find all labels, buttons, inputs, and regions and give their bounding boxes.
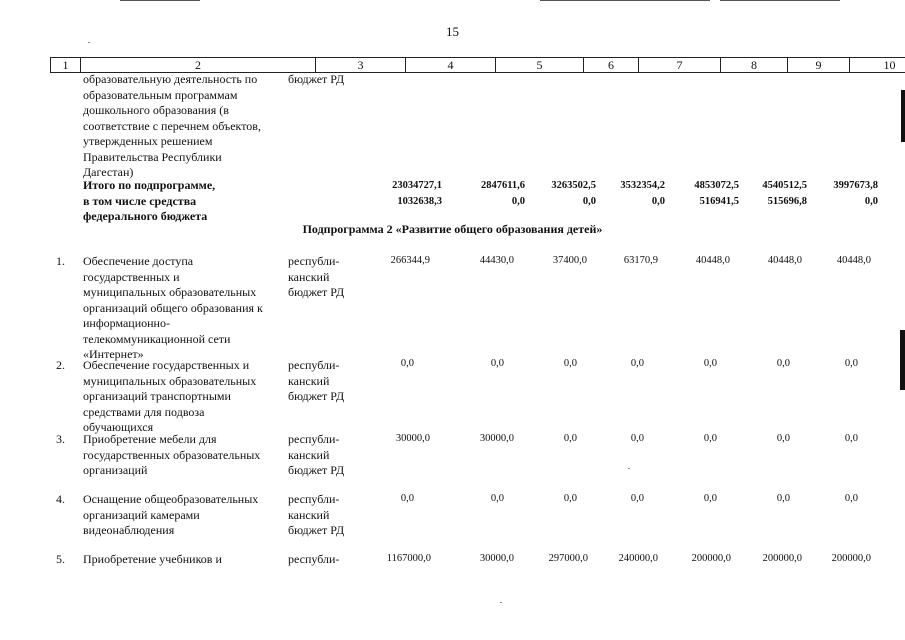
row-source: республи-: [288, 552, 340, 566]
row-value: 240000,0: [618, 553, 658, 564]
scan-edge-mark: [901, 90, 905, 142]
scan-edge-line: [720, 0, 840, 1]
row-value: 30000,0: [479, 433, 514, 444]
row-value: 44430,0: [479, 255, 514, 266]
total-value: 4853072,5 516941,5: [694, 180, 739, 207]
total-value: 3997673,8 0,0: [833, 180, 878, 207]
row-value: 0,0: [776, 433, 790, 444]
row-value: 0,0: [630, 433, 644, 444]
row-value: 0,0: [400, 493, 414, 504]
scan-edge-line: [120, 0, 200, 1]
row-value: 0,0: [400, 358, 414, 369]
row-description: Оснащение общеобразовательных организаций камерами видеонаблюдения: [83, 492, 259, 537]
column-header: 3: [316, 58, 406, 73]
row-value: 63170,9: [623, 255, 658, 266]
continuation-description: образовательную деятельность по образовательным программам дошкольного образования (в соответствие с перечнем объектов, утвержденных решением Правительства Республики Дагестан): [83, 72, 261, 179]
scan-speck: [88, 42, 90, 43]
total-value: 3532354,2 0,0: [620, 180, 665, 207]
scan-speck: [628, 468, 630, 469]
row-source: республи- канский бюджет РД: [288, 432, 345, 477]
row-value: 0,0: [490, 493, 504, 504]
row-value: 0,0: [776, 493, 790, 504]
row-value: 0,0: [844, 493, 858, 504]
column-header-row: [50, 57, 905, 73]
column-header: 4: [406, 58, 496, 73]
row-number: 3.: [56, 432, 65, 446]
row-value: 0,0: [563, 493, 577, 504]
row-description: Обеспечение государственных и муниципальных образовательных организаций транспортными средствами для подвоза обучающихся: [83, 358, 257, 434]
row-description: Приобретение учебников и: [83, 552, 222, 566]
total-value: 4540512,5 515696,8: [762, 180, 807, 207]
subprogram-title: Подпрограмма 2 «Развитие общего образования детей»: [302, 222, 603, 236]
column-header: 5: [496, 58, 584, 73]
column-header: 8: [721, 58, 788, 73]
row-value: 0,0: [844, 433, 858, 444]
row-value: 0,0: [703, 433, 717, 444]
row-value: 0,0: [703, 358, 717, 369]
row-number: 1.: [56, 254, 65, 268]
row-value: 0,0: [776, 358, 790, 369]
row-number: 5.: [56, 552, 65, 566]
row-number: 2.: [56, 358, 65, 372]
row-number: 4.: [56, 492, 65, 506]
total-value: 3263502,5 0,0: [551, 180, 596, 207]
row-description: Приобретение мебели для государственных образовательных организаций: [83, 432, 261, 477]
row-value: 0,0: [630, 358, 644, 369]
row-source: республи- канский бюджет РД: [288, 358, 345, 403]
column-header: 10: [850, 58, 905, 73]
row-value: 266344,9: [390, 255, 430, 266]
row-value: 37400,0: [552, 255, 587, 266]
scan-edge-mark: [900, 330, 905, 390]
row-value: 40448,0: [695, 255, 730, 266]
scan-speck: [500, 602, 502, 603]
row-value: 30000,0: [395, 433, 430, 444]
row-value: 200000,0: [762, 553, 802, 564]
column-header: 9: [788, 58, 850, 73]
row-source: республи- канский бюджет РД: [288, 492, 345, 537]
row-value: 0,0: [630, 493, 644, 504]
row-source: республи- канский бюджет РД: [288, 254, 345, 299]
column-header: 1: [51, 58, 81, 73]
total-label: Итого по подпрограмме, в том числе средства федерального бюджета: [83, 178, 216, 223]
column-header: 6: [584, 58, 639, 73]
row-value: 0,0: [844, 358, 858, 369]
row-value: 0,0: [490, 358, 504, 369]
total-value: 2847611,6 0,0: [480, 180, 525, 207]
page-number: 15: [446, 24, 459, 39]
column-header: 2: [81, 58, 316, 73]
row-value: 200000,0: [831, 553, 871, 564]
row-value: 30000,0: [479, 553, 514, 564]
row-value: 1167000,0: [386, 553, 431, 564]
row-value: 0,0: [563, 358, 577, 369]
column-header: 7: [639, 58, 721, 73]
row-value: 40448,0: [767, 255, 802, 266]
continuation-source: бюджет РД: [288, 72, 345, 86]
total-value: 23034727,1 1032638,3: [392, 180, 442, 207]
scan-edge-line: [540, 0, 710, 1]
row-description: Обеспечение доступа государственных и муниципальных образовательных организаций общего образования к информационно- телекоммуникационной сети «Интернет»: [83, 254, 263, 361]
row-value: 297000,0: [548, 553, 588, 564]
row-value: 0,0: [563, 433, 577, 444]
row-value: 0,0: [703, 493, 717, 504]
row-value: 200000,0: [691, 553, 731, 564]
row-value: 40448,0: [836, 255, 871, 266]
